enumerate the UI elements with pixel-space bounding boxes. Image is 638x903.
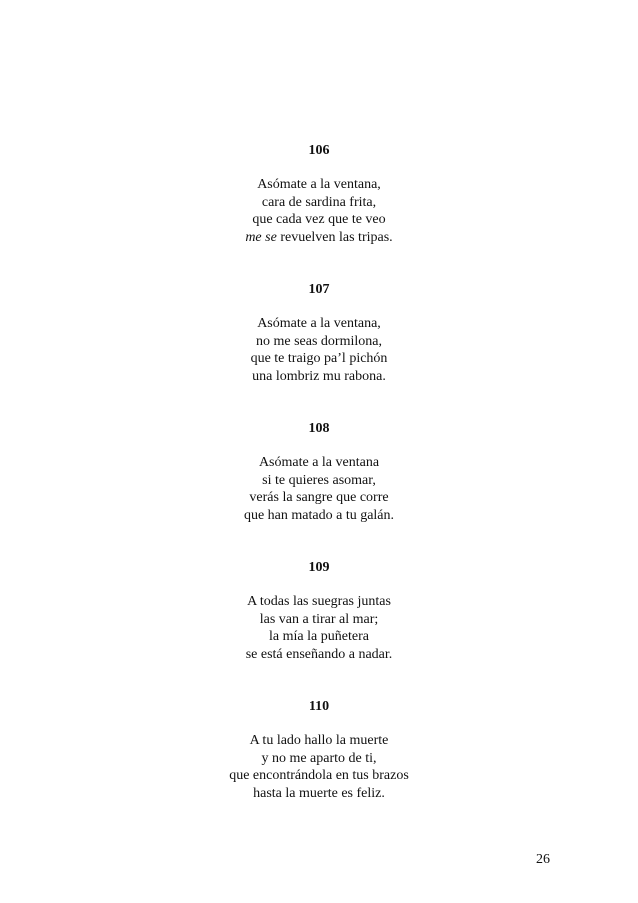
poem-number: 107 bbox=[308, 282, 330, 297]
verse-line: la mía la puñetera bbox=[269, 629, 369, 644]
poem-110 bbox=[0, 698, 638, 802]
stanza bbox=[0, 593, 638, 663]
verse-line: A todas las suegras juntas bbox=[247, 594, 391, 609]
poem-collection bbox=[0, 142, 638, 802]
verse-line: las van a tirar al mar; bbox=[259, 611, 379, 627]
verse-line: cara de sardina frita, bbox=[261, 194, 377, 210]
stanza bbox=[0, 315, 638, 385]
verse-line: se está enseñando a nadar. bbox=[245, 646, 393, 662]
italic-phrase: me se bbox=[245, 229, 277, 245]
poem-106 bbox=[0, 142, 638, 246]
verse-line: Asómate a la ventana, bbox=[257, 177, 381, 192]
verse-line: que han matado a tu galán. bbox=[243, 507, 395, 523]
stanza bbox=[0, 454, 638, 524]
verse-line: una lombriz mu rabona. bbox=[252, 368, 386, 384]
page-number: 26 bbox=[536, 852, 550, 867]
verse-line: si te quieres asomar, bbox=[262, 472, 376, 488]
verse-line: que encontrándola en tus brazos bbox=[229, 768, 409, 783]
poem-number: 108 bbox=[308, 421, 330, 436]
verse-line: que te traigo pa’l pichón bbox=[250, 351, 388, 366]
poem-107 bbox=[0, 281, 638, 385]
poem-109 bbox=[0, 559, 638, 663]
verse-line: A tu lado hallo la muerte bbox=[249, 733, 389, 748]
verse-line: Asómate a la ventana, bbox=[257, 316, 381, 331]
verse-line: Asómate a la ventana bbox=[258, 455, 380, 470]
stanza bbox=[0, 176, 638, 246]
poem-number: 110 bbox=[308, 699, 330, 714]
verse-line: hasta la muerte es feliz. bbox=[253, 785, 385, 801]
poem-number: 106 bbox=[308, 143, 330, 158]
stanza bbox=[0, 732, 638, 802]
verse-line: que cada vez que te veo bbox=[252, 212, 386, 227]
poem-number: 109 bbox=[308, 560, 330, 575]
verse-line: y no me aparto de ti, bbox=[261, 750, 377, 766]
verse-line-text: revuelven las tripas. bbox=[280, 229, 393, 245]
verse-line: verás la sangre que corre bbox=[249, 490, 389, 505]
poem-108 bbox=[0, 420, 638, 524]
verse-line bbox=[0, 229, 638, 247]
verse-line: no me seas dormilona, bbox=[256, 333, 382, 349]
